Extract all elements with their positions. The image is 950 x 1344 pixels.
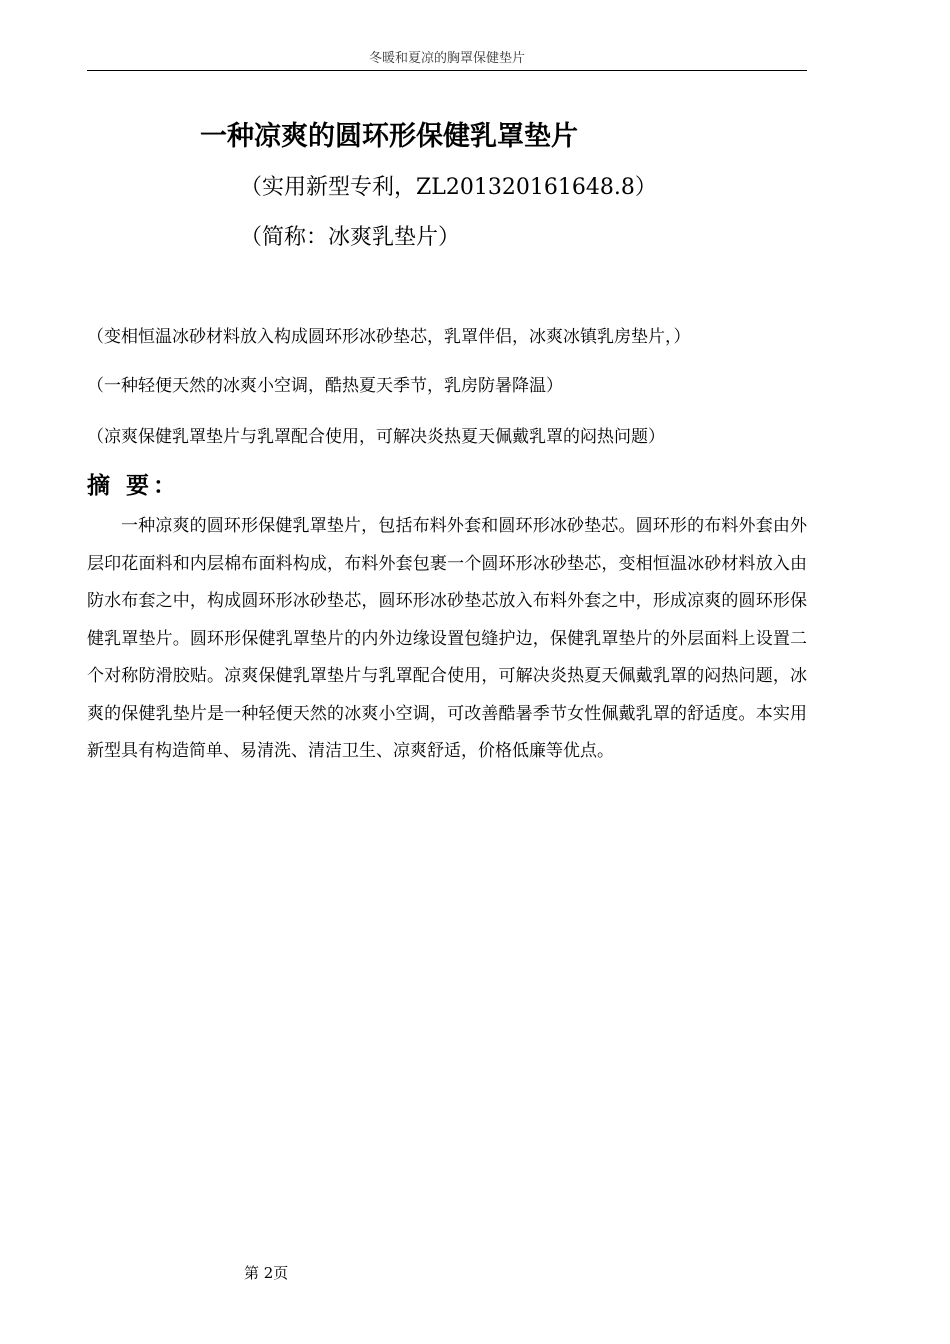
abstract-body: 一种凉爽的圆环形保健乳罩垫片，包括布料外套和圆环形冰砂垫芯。圆环形的布料外套由外层印花面料和内层棉布面料构成，布料外套包裹一个圆环形冰砂垫芯，变相恒温冰砂材料放入由防水布套之中，构成圆环形冰砂垫芯，圆环形冰砂垫芯放入布料外套之中，形成凉爽的圆环形保健乳罩垫片。圆环形保健乳罩垫片的内外边缘设置包缝护边，保健乳罩垫片的外层面料上设置二个对称防滑胶贴。凉爽保健乳罩垫片与乳罩配合使用，可解决炎热夏天佩戴乳罩的闷热问题，冰爽的保健乳垫片是一种轻便天然的冰爽小空调，可改善酷暑季节女性佩戴乳罩的舒适度。本实用新型具有构造简单、易清洗、清洁卫生、凉爽舒适，价格低廉等优点。 [87,516,807,761]
short-name-subtitle: （简称：冰爽乳垫片） [240,225,461,250]
document-title: 一种凉爽的圆环形保健乳罩垫片 [200,121,578,152]
patent-number-subtitle: （实用新型专利，ZL201320161648.8） [240,175,657,200]
tagline-3: （凉爽保健乳罩垫片与乳罩配合使用，可解决炎热夏天佩戴乳罩的闷热问题） [87,427,665,447]
page-number: 第 2页 [244,1264,289,1282]
tagline-1: （变相恒温冰砂材料放入构成圆环形冰砂垫芯，乳罩伴侣，冰爽冰镇乳房垫片，） [87,327,691,347]
abstract-heading: 摘 要： [87,473,181,499]
header-divider [87,70,807,71]
tagline-2: （一种轻便天然的冰爽小空调，酷热夏天季节，乳房防暑降温） [87,376,563,396]
running-header: 冬暖和夏凉的胸罩保健垫片 [368,51,525,66]
